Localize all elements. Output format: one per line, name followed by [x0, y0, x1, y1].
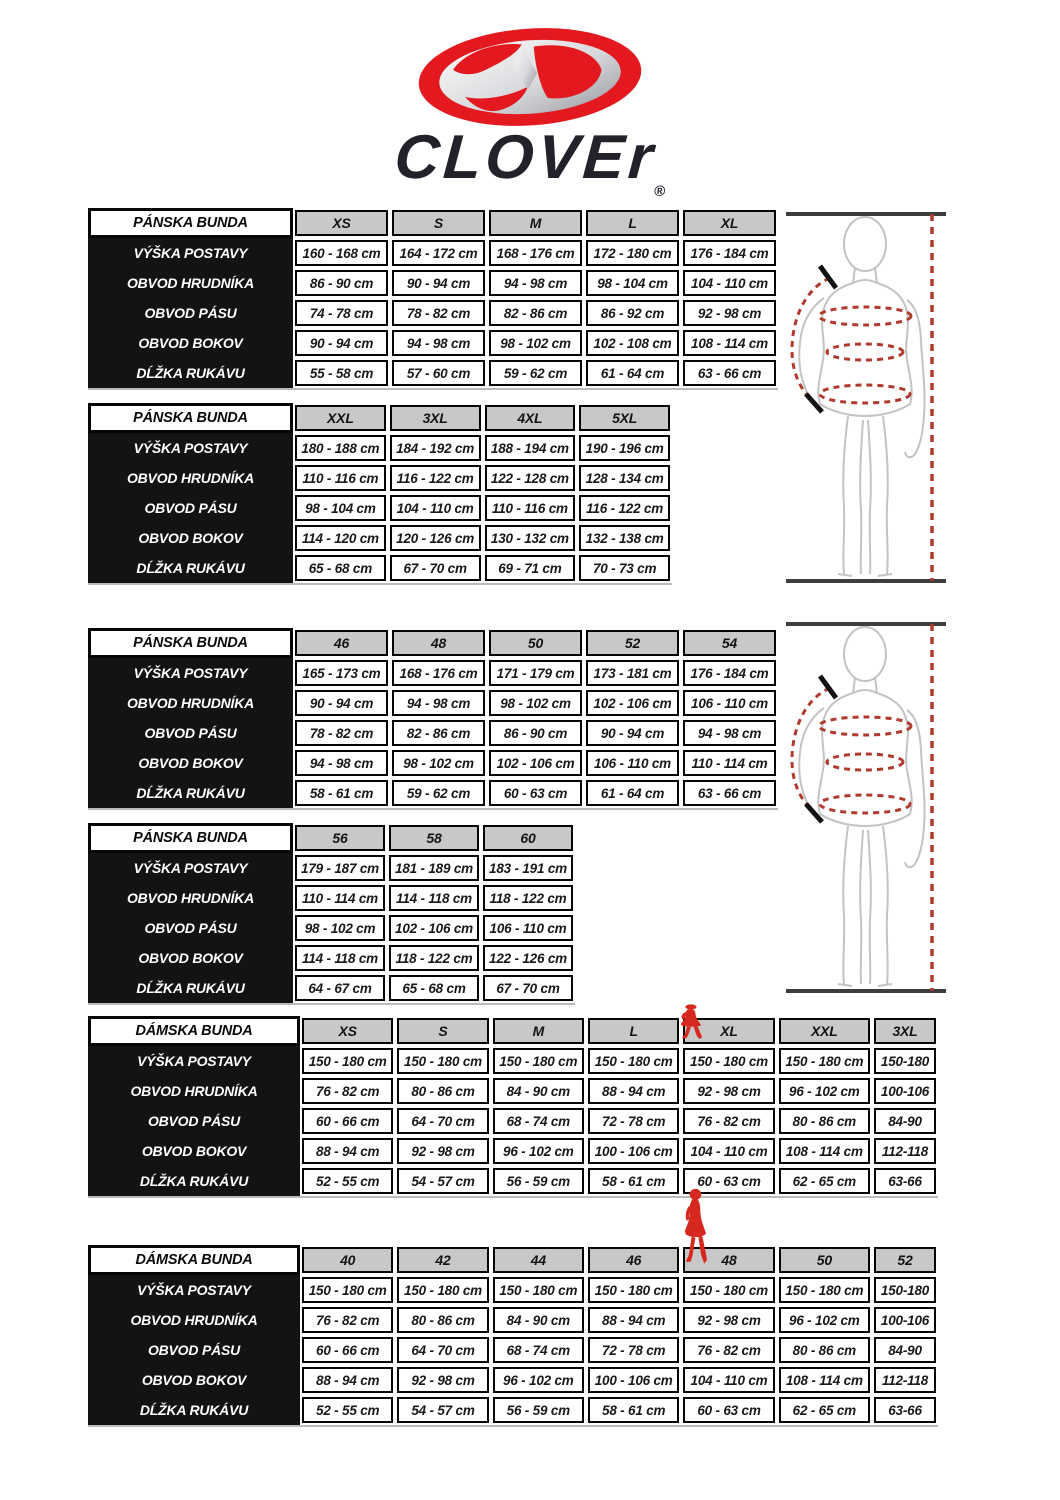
- measurement-cell: 114 - 120 cm: [295, 525, 386, 551]
- size-header-cell: M: [489, 210, 582, 236]
- measurement-cell: 90 - 94 cm: [295, 690, 388, 716]
- row-label: DĹŽKA RUKÁVU: [139, 1402, 249, 1418]
- row-label: OBVOD HRUDNÍKA: [126, 890, 255, 906]
- measurement-cell: 92 - 98 cm: [683, 1078, 774, 1104]
- measurement-cell: 76 - 82 cm: [683, 1108, 774, 1134]
- row-label: OBVOD PÁSU: [144, 920, 237, 936]
- measurement-cell: 52 - 55 cm: [302, 1397, 393, 1423]
- measurement-cell: 58 - 61 cm: [588, 1397, 679, 1423]
- measurement-cell: 70 - 73 cm: [579, 555, 670, 581]
- mens-jacket-size-table-56-60: [88, 823, 575, 1003]
- measurement-cell: 94 - 98 cm: [683, 720, 776, 746]
- measurement-cell: 118 - 122 cm: [389, 945, 479, 971]
- size-header-cell: 58: [389, 825, 479, 851]
- measurement-cell: 100-106: [874, 1078, 936, 1104]
- measurement-cell: 114 - 118 cm: [389, 885, 479, 911]
- measurement-cell: 98 - 104 cm: [586, 270, 679, 296]
- size-header-cell: 3XL: [390, 405, 481, 431]
- size-header-cell: 60: [483, 825, 573, 851]
- measurement-cell: 110 - 116 cm: [295, 465, 386, 491]
- measurement-cell: 90 - 94 cm: [586, 720, 679, 746]
- measurement-grid: [293, 823, 575, 1003]
- row-label: OBVOD PÁSU: [144, 725, 237, 741]
- size-header-cell: 52: [874, 1247, 936, 1273]
- measurement-cell: 96 - 102 cm: [493, 1367, 584, 1393]
- registered-trademark-symbol: ®: [653, 183, 666, 200]
- measurement-cell: 64 - 70 cm: [397, 1108, 488, 1134]
- size-header-cell: 46: [295, 630, 388, 656]
- measurement-cell: 88 - 94 cm: [302, 1138, 393, 1164]
- row-label: OBVOD HRUDNÍKA: [130, 1083, 258, 1099]
- measurement-cell: 69 - 71 cm: [485, 555, 576, 581]
- measurement-cell: 84 - 90 cm: [493, 1307, 584, 1333]
- measurement-cell: 96 - 102 cm: [779, 1078, 870, 1104]
- measurement-cell: 82 - 86 cm: [392, 720, 485, 746]
- row-label: OBVOD HRUDNÍKA: [130, 1312, 258, 1328]
- measurement-cell: 84 - 90 cm: [493, 1078, 584, 1104]
- measurement-cell: 150 - 180 cm: [683, 1048, 774, 1074]
- brand-wordmark: CLOVEr$_®$: [392, 123, 666, 200]
- measurement-cell: 56 - 59 cm: [493, 1168, 584, 1194]
- measurement-cell: 54 - 57 cm: [397, 1168, 488, 1194]
- measurement-cell: 64 - 67 cm: [295, 975, 385, 1001]
- measurement-cell: 132 - 138 cm: [579, 525, 670, 551]
- measurement-cell: 60 - 66 cm: [302, 1108, 393, 1134]
- size-header-cell: 44: [493, 1247, 584, 1273]
- row-label: OBVOD HRUDNÍKA: [126, 695, 255, 711]
- size-header-cell: 40: [302, 1247, 393, 1273]
- body-measurement-diagram-icon: [770, 614, 1022, 1000]
- measurement-cell: 104 - 110 cm: [683, 1367, 774, 1393]
- measurement-grid: [293, 403, 672, 583]
- measurement-cell: 59 - 62 cm: [489, 360, 582, 386]
- measurement-cell: 68 - 74 cm: [493, 1108, 584, 1134]
- measurement-cell: 110 - 116 cm: [485, 495, 576, 521]
- size-header-cell: 42: [397, 1247, 488, 1273]
- row-label: VÝŠKA POSTAVY: [133, 665, 248, 681]
- womens-jacket-size-table-xs-3xl: [88, 1016, 938, 1196]
- measurement-cell: 183 - 191 cm: [483, 855, 573, 881]
- measurement-cell: 67 - 70 cm: [390, 555, 481, 581]
- measurement-cell: 114 - 118 cm: [295, 945, 385, 971]
- measurement-cell: 168 - 176 cm: [392, 660, 485, 686]
- measurement-cell: 108 - 114 cm: [683, 330, 776, 356]
- measurement-cell: 65 - 68 cm: [389, 975, 479, 1001]
- measurement-cell: 88 - 94 cm: [588, 1307, 679, 1333]
- mens-jacket-size-table-xs-xl: [88, 208, 778, 388]
- measurement-cell: 165 - 173 cm: [295, 660, 388, 686]
- table-title: PÁNSKA BUNDA: [88, 628, 293, 658]
- measurement-cell: 58 - 61 cm: [295, 780, 388, 806]
- measurement-cell: 171 - 179 cm: [489, 660, 582, 686]
- size-header-cell: XS: [295, 210, 388, 236]
- measurement-cell: 150 - 180 cm: [302, 1277, 393, 1303]
- measurement-cell: 179 - 187 cm: [295, 855, 385, 881]
- measurement-cell: 54 - 57 cm: [397, 1397, 488, 1423]
- measurement-cell: 98 - 102 cm: [392, 750, 485, 776]
- size-header-cell: XXL: [779, 1018, 870, 1044]
- measurement-cell: 94 - 98 cm: [392, 690, 485, 716]
- row-label: VÝŠKA POSTAVY: [133, 440, 248, 456]
- row-label: DĹŽKA RUKÁVU: [136, 980, 245, 996]
- measurement-cell: 94 - 98 cm: [489, 270, 582, 296]
- measurement-cell: 63 - 66 cm: [683, 780, 776, 806]
- measurement-cell: 98 - 104 cm: [295, 495, 386, 521]
- measurement-cell: 60 - 63 cm: [489, 780, 582, 806]
- measurement-cell: 112-118: [874, 1367, 936, 1393]
- size-header-cell: 54: [683, 630, 776, 656]
- measurement-cell: 94 - 98 cm: [392, 330, 485, 356]
- measurement-grid: [300, 1016, 938, 1196]
- measurement-cell: 164 - 172 cm: [392, 240, 485, 266]
- mens-jacket-size-table-46-54: [88, 628, 778, 808]
- measurement-cell: 65 - 68 cm: [295, 555, 386, 581]
- row-label: VÝŠKA POSTAVY: [137, 1282, 251, 1298]
- measurement-cell: 150 - 180 cm: [397, 1277, 488, 1303]
- measurement-cell: 92 - 98 cm: [683, 300, 776, 326]
- measurement-cell: 106 - 110 cm: [586, 750, 679, 776]
- measurement-cell: 96 - 102 cm: [779, 1307, 870, 1333]
- measurement-cell: 150 - 180 cm: [397, 1048, 488, 1074]
- size-header-cell: 5XL: [579, 405, 670, 431]
- measurement-cell: 150 - 180 cm: [779, 1277, 870, 1303]
- row-label-column: [88, 1016, 300, 1196]
- measurement-cell: 108 - 114 cm: [779, 1138, 870, 1164]
- table-title: PÁNSKA BUNDA: [88, 403, 293, 433]
- measurement-cell: 90 - 94 cm: [295, 330, 388, 356]
- measurement-cell: 76 - 82 cm: [683, 1337, 774, 1363]
- row-label: OBVOD PÁSU: [144, 305, 237, 321]
- size-header-cell: 3XL: [874, 1018, 936, 1044]
- row-label: OBVOD BOKOV: [141, 1143, 247, 1159]
- row-label-column: [88, 208, 293, 388]
- measurement-cell: 92 - 98 cm: [683, 1307, 774, 1333]
- measurement-cell: 55 - 58 cm: [295, 360, 388, 386]
- measurement-cell: 80 - 86 cm: [397, 1307, 488, 1333]
- row-label: OBVOD BOKOV: [138, 755, 243, 771]
- measurement-cell: 88 - 94 cm: [588, 1078, 679, 1104]
- measurement-cell: 150 - 180 cm: [493, 1048, 584, 1074]
- measurement-cell: 68 - 74 cm: [493, 1337, 584, 1363]
- measurement-cell: 84-90: [874, 1337, 936, 1363]
- measurement-cell: 63-66: [874, 1397, 936, 1423]
- size-header-cell: L: [586, 210, 679, 236]
- measurement-cell: 188 - 194 cm: [485, 435, 576, 461]
- measurement-cell: 100 - 106 cm: [588, 1367, 679, 1393]
- measurement-cell: 116 - 122 cm: [390, 465, 481, 491]
- row-label: OBVOD BOKOV: [141, 1372, 247, 1388]
- woman-silhouette-icon: [676, 1004, 704, 1042]
- measurement-cell: 60 - 63 cm: [683, 1168, 774, 1194]
- measurement-cell: 150 - 180 cm: [588, 1048, 679, 1074]
- row-label: DĹŽKA RUKÁVU: [136, 560, 245, 576]
- row-label-column: [88, 1245, 300, 1425]
- measurement-cell: 102 - 106 cm: [489, 750, 582, 776]
- measurement-cell: 150-180: [874, 1048, 936, 1074]
- measurement-cell: 173 - 181 cm: [586, 660, 679, 686]
- measurement-grid: [300, 1245, 938, 1425]
- size-header-cell: 48: [683, 1247, 774, 1273]
- row-label-column: [88, 628, 293, 808]
- table-title: DÁMSKA BUNDA: [88, 1245, 300, 1275]
- measurement-cell: 76 - 82 cm: [302, 1307, 393, 1333]
- measurement-cell: 62 - 65 cm: [779, 1397, 870, 1423]
- measurement-cell: 82 - 86 cm: [489, 300, 582, 326]
- measurement-cell: 102 - 108 cm: [586, 330, 679, 356]
- measurement-cell: 106 - 110 cm: [683, 690, 776, 716]
- size-header-cell: S: [397, 1018, 488, 1044]
- measurement-cell: 176 - 184 cm: [683, 240, 776, 266]
- measurement-cell: 61 - 64 cm: [586, 780, 679, 806]
- measurement-cell: 104 - 110 cm: [683, 1138, 774, 1164]
- measurement-cell: 80 - 86 cm: [779, 1108, 870, 1134]
- row-label: OBVOD HRUDNÍKA: [126, 470, 255, 486]
- measurement-cell: 100-106: [874, 1307, 936, 1333]
- measurement-cell: 100 - 106 cm: [588, 1138, 679, 1164]
- measurement-cell: 80 - 86 cm: [397, 1078, 488, 1104]
- brand-header: [0, 0, 1060, 222]
- size-header-cell: S: [392, 210, 485, 236]
- table-title: DÁMSKA BUNDA: [88, 1016, 300, 1046]
- womens-jacket-size-table-40-52: [88, 1245, 938, 1425]
- measurement-grid: [293, 628, 778, 808]
- measurement-cell: 116 - 122 cm: [579, 495, 670, 521]
- measurement-cell: 120 - 126 cm: [390, 525, 481, 551]
- measurement-cell: 150 - 180 cm: [302, 1048, 393, 1074]
- measurement-cell: 112-118: [874, 1138, 936, 1164]
- row-label: VÝŠKA POSTAVY: [133, 860, 248, 876]
- measurement-cell: 150 - 180 cm: [683, 1277, 774, 1303]
- row-label: OBVOD HRUDNÍKA: [126, 275, 255, 291]
- body-measurement-diagram-icon: [770, 204, 1022, 590]
- measurement-cell: 67 - 70 cm: [483, 975, 573, 1001]
- row-label: OBVOD PÁSU: [147, 1113, 241, 1129]
- row-label: VÝŠKA POSTAVY: [133, 245, 248, 261]
- measurement-cell: 128 - 134 cm: [579, 465, 670, 491]
- measurement-cell: 102 - 106 cm: [586, 690, 679, 716]
- measurement-cell: 180 - 188 cm: [295, 435, 386, 461]
- row-label: OBVOD BOKOV: [138, 950, 243, 966]
- measurement-cell: 80 - 86 cm: [779, 1337, 870, 1363]
- measurement-cell: 181 - 189 cm: [389, 855, 479, 881]
- row-label-column: [88, 403, 293, 583]
- measurement-cell: 94 - 98 cm: [295, 750, 388, 776]
- measurement-cell: 86 - 92 cm: [586, 300, 679, 326]
- size-header-cell: XL: [683, 1018, 774, 1044]
- measurement-cell: 110 - 114 cm: [295, 885, 385, 911]
- measurement-cell: 61 - 64 cm: [586, 360, 679, 386]
- measurement-cell: 60 - 66 cm: [302, 1337, 393, 1363]
- measurement-cell: 63-66: [874, 1168, 936, 1194]
- measurement-cell: 90 - 94 cm: [392, 270, 485, 296]
- measurement-cell: 64 - 70 cm: [397, 1337, 488, 1363]
- measurement-cell: 104 - 110 cm: [683, 270, 776, 296]
- measurement-cell: 184 - 192 cm: [390, 435, 481, 461]
- measurement-cell: 76 - 82 cm: [302, 1078, 393, 1104]
- measurement-cell: 118 - 122 cm: [483, 885, 573, 911]
- measurement-cell: 130 - 132 cm: [485, 525, 576, 551]
- measurement-cell: 84-90: [874, 1108, 936, 1134]
- measurement-cell: 150 - 180 cm: [493, 1277, 584, 1303]
- size-header-cell: 52: [586, 630, 679, 656]
- measurement-cell: 160 - 168 cm: [295, 240, 388, 266]
- measurement-cell: 108 - 114 cm: [779, 1367, 870, 1393]
- row-label: OBVOD BOKOV: [138, 530, 243, 546]
- measurement-cell: 59 - 62 cm: [392, 780, 485, 806]
- size-header-cell: 50: [779, 1247, 870, 1273]
- measurement-cell: 78 - 82 cm: [392, 300, 485, 326]
- size-header-cell: 50: [489, 630, 582, 656]
- measurement-cell: 88 - 94 cm: [302, 1367, 393, 1393]
- measurement-cell: 122 - 126 cm: [483, 945, 573, 971]
- measurement-cell: 110 - 114 cm: [683, 750, 776, 776]
- measurement-cell: 74 - 78 cm: [295, 300, 388, 326]
- measurement-cell: 150 - 180 cm: [588, 1277, 679, 1303]
- measurement-cell: 102 - 106 cm: [389, 915, 479, 941]
- measurement-cell: 60 - 63 cm: [683, 1397, 774, 1423]
- row-label: DĹŽKA RUKÁVU: [136, 365, 245, 381]
- measurement-cell: 106 - 110 cm: [483, 915, 573, 941]
- row-label-column: [88, 823, 293, 1003]
- measurement-cell: 172 - 180 cm: [586, 240, 679, 266]
- measurement-cell: 86 - 90 cm: [489, 720, 582, 746]
- measurement-cell: 72 - 78 cm: [588, 1337, 679, 1363]
- measurement-cell: 86 - 90 cm: [295, 270, 388, 296]
- measurement-cell: 122 - 128 cm: [485, 465, 576, 491]
- row-label: VÝŠKA POSTAVY: [137, 1053, 251, 1069]
- measurement-cell: 96 - 102 cm: [493, 1138, 584, 1164]
- size-header-cell: L: [588, 1018, 679, 1044]
- mens-jacket-size-table-xxl-5xl: [88, 403, 672, 583]
- measurement-cell: 176 - 184 cm: [683, 660, 776, 686]
- table-title: PÁNSKA BUNDA: [88, 208, 293, 238]
- clover-logo-icon: [396, 22, 664, 132]
- table-title: PÁNSKA BUNDA: [88, 823, 293, 853]
- measurement-cell: 168 - 176 cm: [489, 240, 582, 266]
- measurement-cell: 62 - 65 cm: [779, 1168, 870, 1194]
- size-header-cell: M: [493, 1018, 584, 1044]
- size-header-cell: 4XL: [485, 405, 576, 431]
- measurement-cell: 52 - 55 cm: [302, 1168, 393, 1194]
- size-header-cell: 48: [392, 630, 485, 656]
- measurement-cell: 57 - 60 cm: [392, 360, 485, 386]
- measurement-cell: 98 - 102 cm: [295, 915, 385, 941]
- size-header-cell: 56: [295, 825, 385, 851]
- row-label: OBVOD BOKOV: [138, 335, 243, 351]
- row-label: OBVOD PÁSU: [147, 1342, 241, 1358]
- measurement-cell: 104 - 110 cm: [390, 495, 481, 521]
- row-label: DĹŽKA RUKÁVU: [139, 1173, 249, 1189]
- row-label: DĹŽKA RUKÁVU: [136, 785, 245, 801]
- measurement-cell: 98 - 102 cm: [489, 330, 582, 356]
- row-label: OBVOD PÁSU: [144, 500, 237, 516]
- size-header-cell: XS: [302, 1018, 393, 1044]
- woman-silhouette-icon: [680, 1188, 709, 1270]
- measurement-cell: 63 - 66 cm: [683, 360, 776, 386]
- measurement-cell: 92 - 98 cm: [397, 1367, 488, 1393]
- measurement-cell: 190 - 196 cm: [579, 435, 670, 461]
- measurement-cell: 92 - 98 cm: [397, 1138, 488, 1164]
- measurement-cell: 72 - 78 cm: [588, 1108, 679, 1134]
- measurement-cell: 56 - 59 cm: [493, 1397, 584, 1423]
- measurement-grid: [293, 208, 778, 388]
- size-header-cell: 46: [588, 1247, 679, 1273]
- measurement-cell: 150-180: [874, 1277, 936, 1303]
- measurement-cell: 98 - 102 cm: [489, 690, 582, 716]
- size-header-cell: XL: [683, 210, 776, 236]
- measurement-cell: 78 - 82 cm: [295, 720, 388, 746]
- measurement-cell: 150 - 180 cm: [779, 1048, 870, 1074]
- size-header-cell: XXL: [295, 405, 386, 431]
- measurement-cell: 58 - 61 cm: [588, 1168, 679, 1194]
